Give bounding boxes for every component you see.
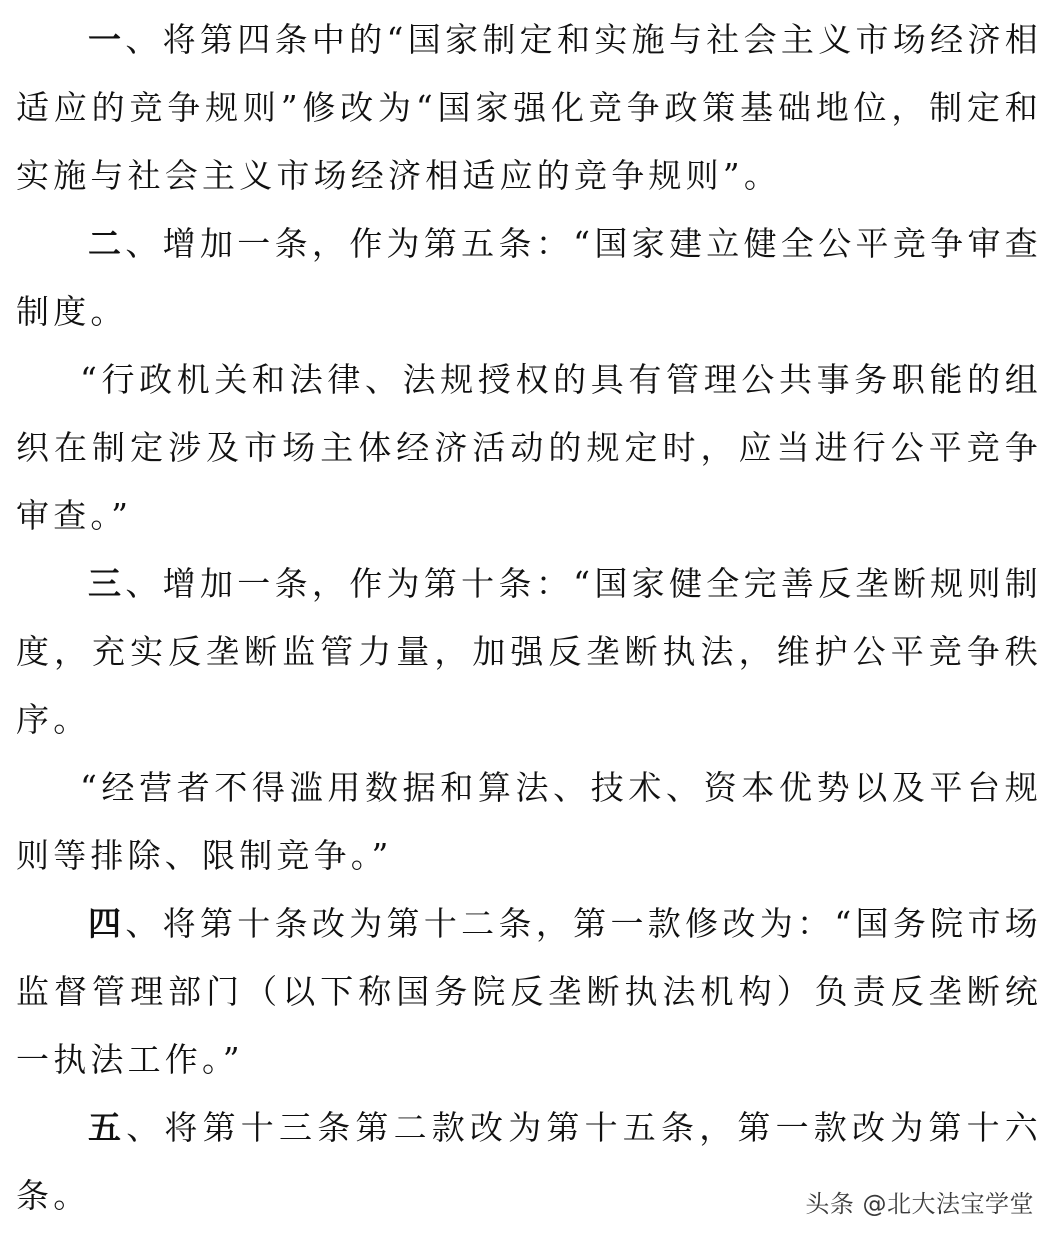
paragraph-6 bbox=[16, 890, 1042, 1094]
paragraph-3 bbox=[16, 346, 1042, 550]
item-number: 一 bbox=[88, 20, 126, 59]
item-number: 二 bbox=[88, 224, 126, 263]
paragraph-text: “行政机关和法律、法规授权的具有管理公共事务职能的组织在制定涉及市场主体经济活动的规定时，应当进行公平竞争审查。” bbox=[16, 360, 1042, 535]
paragraph-2 bbox=[16, 210, 1042, 346]
paragraph-5 bbox=[16, 754, 1042, 890]
paragraph-text: 、将第四条中的“国家制定和实施与社会主义市场经济相适应的竞争规则”修改为“国家强化竞争政策基础地位，制定和实施与社会主义市场经济相适应的竞争规则”。 bbox=[16, 20, 1043, 195]
item-number: 三 bbox=[88, 564, 126, 603]
item-number: 五 bbox=[88, 1108, 127, 1147]
document-body bbox=[16, 6, 1042, 1230]
paragraph-text: 、将第十条改为第十二条，第一款修改为：“国务院市场监督管理部门（以下称国务院反垄断执法机构）负责反垄断统一执法工作。” bbox=[16, 904, 1043, 1079]
paragraph-4 bbox=[16, 550, 1042, 754]
watermark: 头条 @北大法宝学堂 bbox=[805, 1190, 1034, 1218]
paragraph-text: 、增加一条，作为第五条：“国家建立健全公平竞争审查制度。 bbox=[16, 224, 1043, 331]
paragraph-text: “经营者不得滥用数据和算法、技术、资本优势以及平台规则等排除、限制竞争。” bbox=[16, 768, 1042, 875]
item-number: 四 bbox=[88, 904, 126, 943]
paragraph-text: 、增加一条，作为第十条：“国家健全完善反垄断规则制度，充实反垄断监管力量，加强反垄断执法，维护公平竞争秩序。 bbox=[16, 564, 1043, 739]
paragraph-1 bbox=[16, 6, 1042, 210]
paragraph-text: 、将第十三条第二款改为第十五条，第一款改为第十六条。 bbox=[16, 1108, 1042, 1215]
